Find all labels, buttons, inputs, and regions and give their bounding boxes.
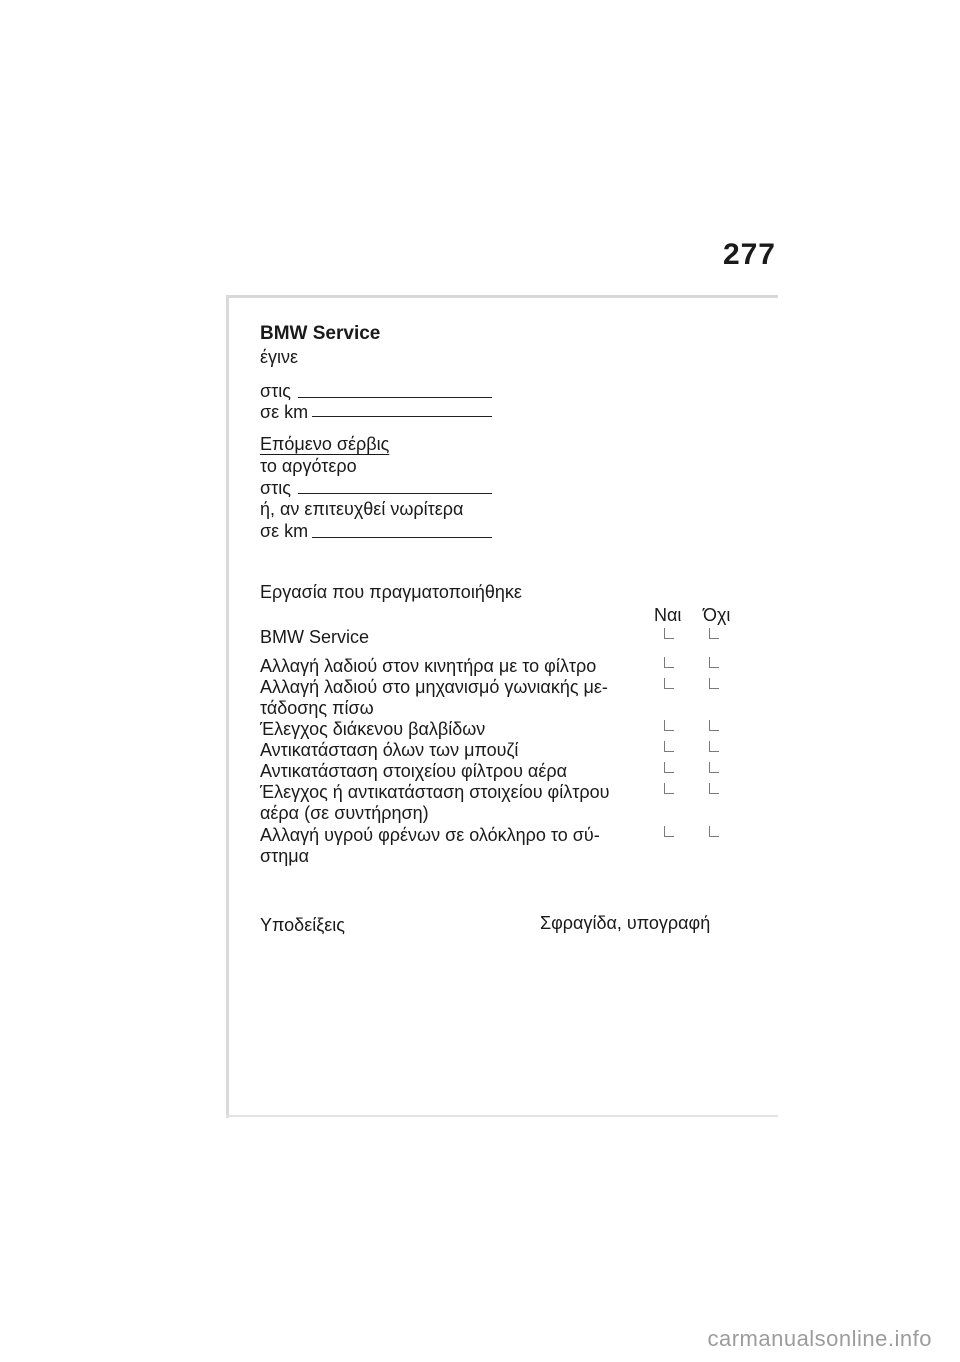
yes-checkbox-2[interactable] [664,657,674,668]
work-item-3-cont: τάδοσης πίσω [260,698,374,718]
notes-label: Υποδείξεις [260,915,345,935]
next-service-date-label: στις [260,478,291,498]
work-heading: Εργασία που πραγματοποιήθηκε [260,582,522,602]
next-service-earlier-label: ή, αν επιτευχθεί νωρίτερα [260,499,464,519]
next-service-latest-label: το αργότερο [260,456,357,476]
no-checkbox-8[interactable] [709,826,719,837]
no-checkbox-4[interactable] [709,720,719,731]
work-item-7-cont: αέρα (σε συντήρηση) [260,803,429,823]
no-checkbox-7[interactable] [709,783,719,794]
yes-checkbox-3[interactable] [664,678,674,689]
service-done-label: έγινε [260,347,299,367]
work-item-5: Αντικατάσταση όλων των μπουζί [260,740,519,760]
next-service-km-label: σε km [260,521,309,541]
work-item-8-cont: στημα [260,846,310,866]
work-item-2: Αλλαγή λαδιού στον κινητήρα με το φίλτρο [260,656,597,676]
no-column-header: Όχι [703,605,731,625]
service-date-label: στις [260,381,291,401]
no-checkbox-2[interactable] [709,657,719,668]
service-date-line [298,397,492,398]
yes-checkbox-5[interactable] [664,741,674,752]
service-title: BMW Service [260,323,381,344]
stamp-signature-label: Σφραγίδα, υπογραφή [540,913,711,933]
yes-checkbox-6[interactable] [664,762,674,773]
next-service-date-line [298,493,492,494]
work-item-7: Έλεγχος ή αντικατάσταση στοιχείου φίλτρου [260,782,610,802]
work-item-4: Έλεγχος διάκενου βαλβίδων [260,719,486,739]
yes-checkbox-7[interactable] [664,783,674,794]
yes-checkbox-1[interactable] [664,628,674,639]
work-item-6: Αντικατάσταση στοιχείου φίλτρου αέρα [260,761,567,781]
yes-checkbox-8[interactable] [664,826,674,837]
frame-bottom-border [226,1115,778,1117]
service-km-label: σε km [260,402,309,422]
next-service-km-line [312,537,492,538]
service-km-line [312,416,492,417]
page-number: 277 [722,238,776,271]
no-checkbox-1[interactable] [709,628,719,639]
work-item-1: BMW Service [260,627,370,647]
no-checkbox-6[interactable] [709,762,719,773]
frame-left-border [226,295,229,1118]
yes-checkbox-4[interactable] [664,720,674,731]
frame-top-border [226,295,778,298]
no-checkbox-3[interactable] [709,678,719,689]
work-item-8: Αλλαγή υγρού φρένων σε ολόκληρο το σύ- [260,825,600,845]
watermark-text: carmanualsonline.info [707,1326,932,1351]
next-service-heading: Επόμενο σέρβις [260,434,390,454]
no-checkbox-5[interactable] [709,741,719,752]
work-item-3: Αλλαγή λαδιού στο μηχανισμό γωνιακής με- [260,677,608,697]
yes-column-header: Ναι [654,605,682,625]
